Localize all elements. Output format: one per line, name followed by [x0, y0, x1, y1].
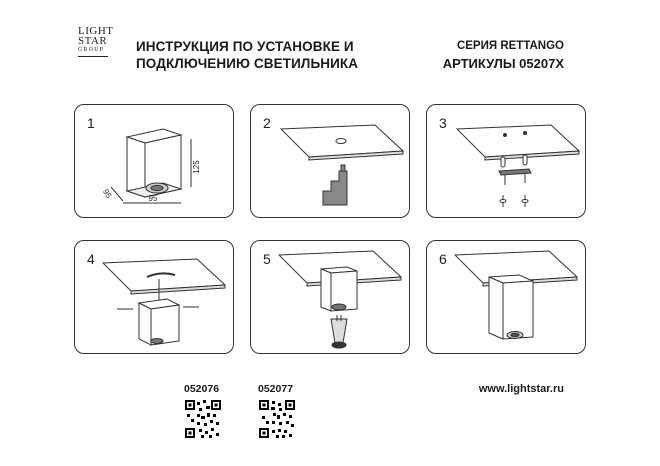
step-panel-1: [74, 104, 234, 218]
step-number-4: 4: [87, 251, 95, 267]
step-number-1: 1: [87, 115, 95, 131]
dimension-height: 125: [192, 160, 201, 174]
document-title: [136, 38, 358, 72]
brand-line3: GROUP: [78, 47, 105, 53]
step-number-3: 3: [439, 115, 447, 131]
step-panel-6: [426, 240, 586, 354]
step-panel-4: [74, 240, 234, 354]
article-code-2: 052077: [258, 383, 294, 395]
brand-line2: STAR: [78, 35, 108, 47]
website-link[interactable]: www.lightstar.ru: [478, 383, 564, 395]
step-panel-3: [426, 104, 586, 218]
series-name: СЕРИЯ RETTANGO: [456, 40, 564, 52]
ceiling-drilling-illustration: [251, 105, 411, 219]
brand-underline: [78, 56, 108, 57]
qr-code-052077: [259, 400, 295, 438]
dimension-depth: 95: [101, 187, 114, 200]
dimension-width: 95: [148, 194, 158, 203]
step-panel-5: [250, 240, 410, 354]
brand-logo: [78, 26, 112, 70]
fixture-attach-illustration: [75, 241, 235, 355]
article-numbers: АРТИКУЛЫ 05207X: [442, 56, 564, 71]
step-number-2: 2: [263, 115, 271, 131]
lamp-insert-illustration: [251, 241, 411, 355]
step-panel-2: [250, 104, 410, 218]
brand-line1: LIGHT: [78, 25, 114, 37]
title-line-1: ИНСТРУКЦИЯ ПО УСТАНОВКЕ И: [136, 39, 354, 54]
installed-fixture-illustration: [427, 241, 587, 355]
step-number-5: 5: [263, 251, 271, 267]
series-block: [443, 38, 564, 72]
mounting-bracket-illustration: [427, 105, 587, 219]
article-code-1: 052076: [184, 383, 220, 395]
step-number-6: 6: [439, 251, 447, 267]
fixture-dimensions-illustration: [75, 105, 235, 219]
title-line-2: ПОДКЛЮЧЕНИЮ СВЕТИЛЬНИКА: [136, 56, 359, 71]
qr-code-052076: [185, 400, 221, 438]
